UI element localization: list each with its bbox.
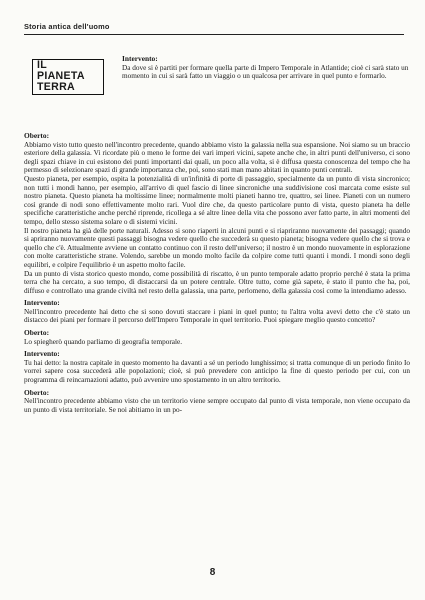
paragraph: Nell'incontro precedente abbiamo visto che un territorio viene sempre occupato dal punto di vista temporale, non viene occupato da un punto di vista territoriale. Se noi abitiamo in un po- (24, 397, 410, 414)
chapter-title-line: PIANETA (37, 70, 85, 83)
chapter-title-box (32, 59, 104, 95)
intro-paragraph: Da dove si è partiti per formare quella parte di Impero Temporale in Atlantide; cioè ci sarà stato un momento in cui si sarà fatto un viaggio o un qualcosa per arrivare in quel punto e formarlo. (122, 63, 409, 81)
intro-block (122, 55, 410, 81)
chapter-title-line: TERRA (37, 81, 75, 94)
paragraph: Il nostro pianeta ha già delle porte naturali. Adesso si sono riaperti in alcuni punti e si riapriranno nuovamente dei passaggi; quando si apriranno nuovamente questi passaggi bisogna vedere quello che succederà su questo pianeta; bisogna vedere quello che si trova e quello che c'è. Attualmente avviene un contatto continuo con il resto dell'universo; il nostro è un mondo nuovamente in esplorazione con molte caratteristiche strane. Volendo, sarebbe un mondo molto facile da colpire come tutti quanti i mondi. I mondi sono degli equilibri, e colpire l'equilibrio è un aspetto molto facile. (24, 226, 410, 269)
speaker-label: Oberto: (24, 387, 50, 397)
chapter-title-line: IL (37, 59, 48, 71)
paragraph: Questo pianeta, per esempio, ospita la potenzialità di un'infinità di porte di passaggio, specialmente da un punto di vista sincronico; non tutti i mondi hanno, per esempio, all'arrivo di quel fascio di linee sincroniche una suddivisione così marcata come esiste sul nostro pianeta. Questo pianeta ha moltissime linee; normalmente molti pianeti hanno tre, quattro, sei linee. Pianeti con un numero così grande di nodi sono effettivamente molto rari. Vuol dire che, da questo particolare punto di vista, questo pianeta ha delle specifiche caratteristiche anche perché riprende, ricollega a sé altre linee della vita che possono aver fatto parte, in altri momenti del tempo, dello stesso sistema solare o di sistemi vicini. (24, 174, 410, 226)
paragraph: Abbiamo visto tutto questo nell'incontro precedente, quando abbiamo visto la galassia nella sua espansione. Noi siamo su un braccio esteriore della galassia. Vi ricordate più o meno le forme dei vari imperi vicini, sapete anche che, in altri punti dell'universo, ci sono degli spazi chiave in cui esistono dei punti importanti dai quali, un poco alla volta, si è diffusa questa conoscenza del tempo che ha permesso di selezionare spazi di grande importanza che, poi, sono stati man mano abitati in quanto punti centrali. (24, 140, 410, 175)
page-number: 8 (209, 567, 216, 578)
body-text (24, 132, 410, 414)
paragraph: Tu hai detto: la nostra capitale in questo momento ha davanti a sé un periodo lunghissimo; si tratta comunque di un periodo finito Io vorrei sapere cosa succederà alle popolazioni; cioè, si può prevedere con anticipo la fine di questo periodo per cui, con un programma di reincarnazioni adatto, può avvenire uno spostamento in un altro territorio. (24, 358, 410, 385)
header-rule (24, 34, 404, 35)
paragraph: Lo spiegherò quando parliamo di geografia temporale. (24, 337, 183, 346)
speaker-label: Intervento: (24, 349, 60, 359)
paragraph: Da un punto di vista storico questo mondo, come possibilità di riscatto, è un punto temporale adatto proprio perché è stata la prima terra che ha cercato, a suo tempo, di distaccarsi da un potere centrale. Oltre tutto, come già sapete, è stato il punto che ha, poi, diffuso e controllato una grande civiltà nel resto della galassia, una parte, perlomeno, della galassia così come la intendiamo adesso. (24, 269, 410, 295)
speaker-label: Intervento: (24, 298, 60, 308)
speaker-label: Intervento: (122, 54, 158, 63)
running-header: Storia antica dell'uomo (24, 22, 110, 31)
speaker-label: Oberto: (24, 131, 50, 140)
paragraph: Nell'incontro precedente hai detto che si sono dovuti staccare i piani in quel punto; tu l'altra volta avevi detto che c'è stato un distacco dei piani per formare il percorso dell'Impero Temporale in quel territorio. Puoi spiegare meglio questo concetto? (24, 307, 410, 325)
speaker-label: Oberto: (24, 328, 50, 338)
